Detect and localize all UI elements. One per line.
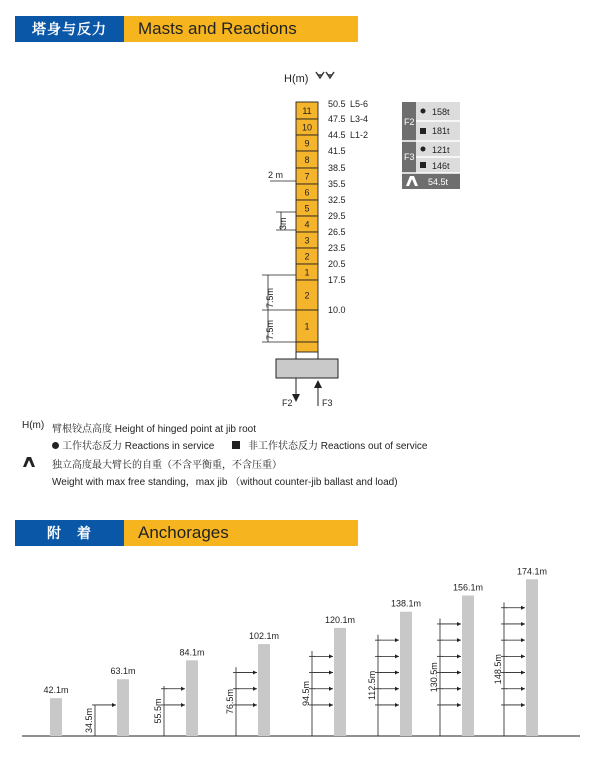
dim-7-5m-lower: 7.5m (265, 319, 275, 340)
tie-arrow-head (395, 703, 399, 707)
legend-weight-icon (22, 456, 36, 471)
tie-arrow-head (253, 703, 257, 707)
anchorage-dimension-label: 34.5m (84, 707, 94, 733)
anchorage-dimension-label: 148.5m (493, 654, 503, 685)
f3-arrow-label: F3 (322, 398, 333, 408)
f3-out-value: 146t (432, 161, 450, 171)
in-service-dot-icon (421, 109, 426, 114)
legend-in-service-label: 工作状态反力 Reactions in service (62, 441, 215, 452)
tie-arrow-head (395, 687, 399, 691)
legend-out-service-label: 非工作状态反力 Reactions out of service (248, 441, 428, 452)
in-service-dot-icon (52, 442, 59, 449)
mast-section-number: 7 (304, 171, 310, 182)
legend-in-service (52, 437, 214, 452)
tie-arrow-head (329, 703, 333, 707)
mast-section-number: 8 (304, 155, 310, 165)
mast-section-number: 5 (304, 203, 310, 214)
anchorage-column (334, 628, 346, 736)
height-label: 26.5 (328, 227, 346, 237)
out-service-square-icon (232, 441, 240, 449)
legend-hm-desc: 臂根铰点高度 Height of hinged point at jib root (52, 424, 256, 435)
f2-out-value: 181t (432, 126, 450, 136)
h-label: H(m) (284, 73, 309, 85)
height-label: 20.5 (328, 259, 346, 269)
legend-out-service (232, 437, 428, 452)
dim-7-5m-upper: 7.5m (265, 287, 275, 308)
tie-arrow-head (457, 638, 461, 642)
anchorages-diagram (0, 540, 600, 764)
f3-row-label: F3 (404, 152, 415, 162)
mast-section-number: 11 (302, 106, 312, 116)
section-banner-masts (15, 16, 358, 42)
tie-arrow-head (395, 654, 399, 658)
anchorage-top-height: 120.1m (324, 614, 356, 625)
anchorage-column (186, 660, 198, 736)
tie-arrow-head (329, 671, 333, 675)
mast-section-footing (296, 342, 318, 352)
height-label: 35.5 (328, 179, 346, 189)
tie-arrow-head (329, 687, 333, 691)
in-service-dot-icon (421, 147, 426, 152)
anchorage-dimension-label: 76.5m (225, 689, 235, 715)
out-service-square-icon (420, 128, 426, 134)
tie-arrow-head (181, 703, 185, 707)
tie-arrow-head (521, 703, 525, 707)
mast-section-number: 1 (304, 267, 310, 278)
anchorage-column (50, 698, 62, 736)
mast-section-number: 3 (304, 235, 310, 246)
f2-service-value: 158t (432, 107, 450, 117)
jib-icon (316, 72, 334, 78)
tie-arrow-head (395, 638, 399, 642)
anchorage-column (117, 679, 129, 736)
anchorage-column (400, 612, 412, 736)
tie-arrow-head (521, 687, 525, 691)
f3-service-value: 121t (432, 145, 450, 155)
anchorage-dimension-label: 112.5m (367, 670, 377, 701)
anchorage-dimension-label: 55.5m (153, 698, 163, 724)
anchorage-column (462, 596, 474, 736)
anchorage-top-height: 84.1m (179, 647, 205, 658)
anchorage-top-height: 63.1m (110, 666, 136, 677)
anchorage-dimension-label: 94.5m (301, 680, 311, 706)
legend-weight-en: Weight with max free standing，max jib （without counter-jib ballast and load) (52, 477, 398, 488)
anchorage-column (258, 644, 270, 736)
mast-section-number: 4 (304, 219, 310, 230)
section-title-cn: 附 着 (15, 520, 124, 546)
section-title-cn: 塔身与反力 (15, 16, 124, 42)
jib-label: L1-2 (350, 130, 369, 140)
height-label: 41.5 (328, 146, 346, 156)
reactions-table (402, 102, 460, 192)
mast-section-number: 6 (304, 187, 310, 198)
tie-arrow-head (457, 687, 461, 691)
anchorage-top-height: 138.1m (390, 598, 422, 609)
height-label: 29.5 (328, 211, 346, 221)
f2-arrow-label: F2 (282, 398, 293, 408)
f2-row-label: F2 (404, 117, 415, 127)
anchorage-top-height: 174.1m (516, 566, 548, 577)
anchorage-top-height: 42.1m (43, 685, 69, 696)
tie-arrow-head (521, 654, 525, 658)
height-label: 50.5 (328, 99, 346, 109)
tie-arrow-head (457, 654, 461, 658)
legend-hm-key: H(m) (22, 420, 45, 431)
anchorage-column (526, 579, 538, 736)
tie-arrow-head (521, 671, 525, 675)
tie-arrow-head (253, 671, 257, 675)
height-label: 23.5 (328, 243, 346, 253)
section-title-en: Anchorages (124, 520, 358, 546)
jib-label: L3-4 (350, 114, 369, 124)
legend-weight-cn: 独立高度最大臂长的自重（不含平衡重，不含压重） (52, 460, 282, 471)
out-service-square-icon (420, 162, 426, 168)
mast-section-number: 2 (304, 290, 310, 301)
mast-section-number: 10 (301, 122, 313, 133)
mast-section-number: 9 (304, 138, 310, 149)
tie-arrow-head (395, 671, 399, 675)
dim-2m: 2 m (268, 170, 284, 180)
tie-arrow-head (521, 638, 525, 642)
section-title-en: Masts and Reactions (124, 16, 358, 42)
tie-arrow-head (457, 671, 461, 675)
tie-arrow-head (329, 654, 333, 658)
weight-value: 54.5t (428, 177, 449, 187)
tie-arrow-head (457, 622, 461, 626)
jib-label: L5-6 (350, 99, 369, 109)
anchorage-dimension-label: 130.5m (429, 662, 439, 693)
height-label: 10.0 (328, 305, 346, 315)
tie-arrow-head (521, 622, 525, 626)
height-label: 17.5 (328, 275, 346, 285)
height-label: 38.5 (328, 163, 346, 173)
height-label: 32.5 (328, 195, 346, 205)
mast-section-number: 2 (304, 251, 310, 262)
mast-diagram (0, 60, 600, 410)
height-label: 47.5 (328, 114, 346, 124)
dim-3m: 3m (278, 217, 288, 230)
tie-arrow-head (112, 703, 116, 707)
tie-arrow-head (521, 606, 525, 610)
height-label: 44.5 (328, 130, 346, 140)
tie-arrow-head (457, 703, 461, 707)
tie-arrow-head (253, 687, 257, 691)
anchorage-top-height: 102.1m (248, 631, 280, 642)
mast-base (276, 359, 338, 378)
tie-arrow-head (181, 687, 185, 691)
anchorage-top-height: 156.1m (452, 582, 484, 593)
mast-section-number: 1 (304, 321, 310, 332)
